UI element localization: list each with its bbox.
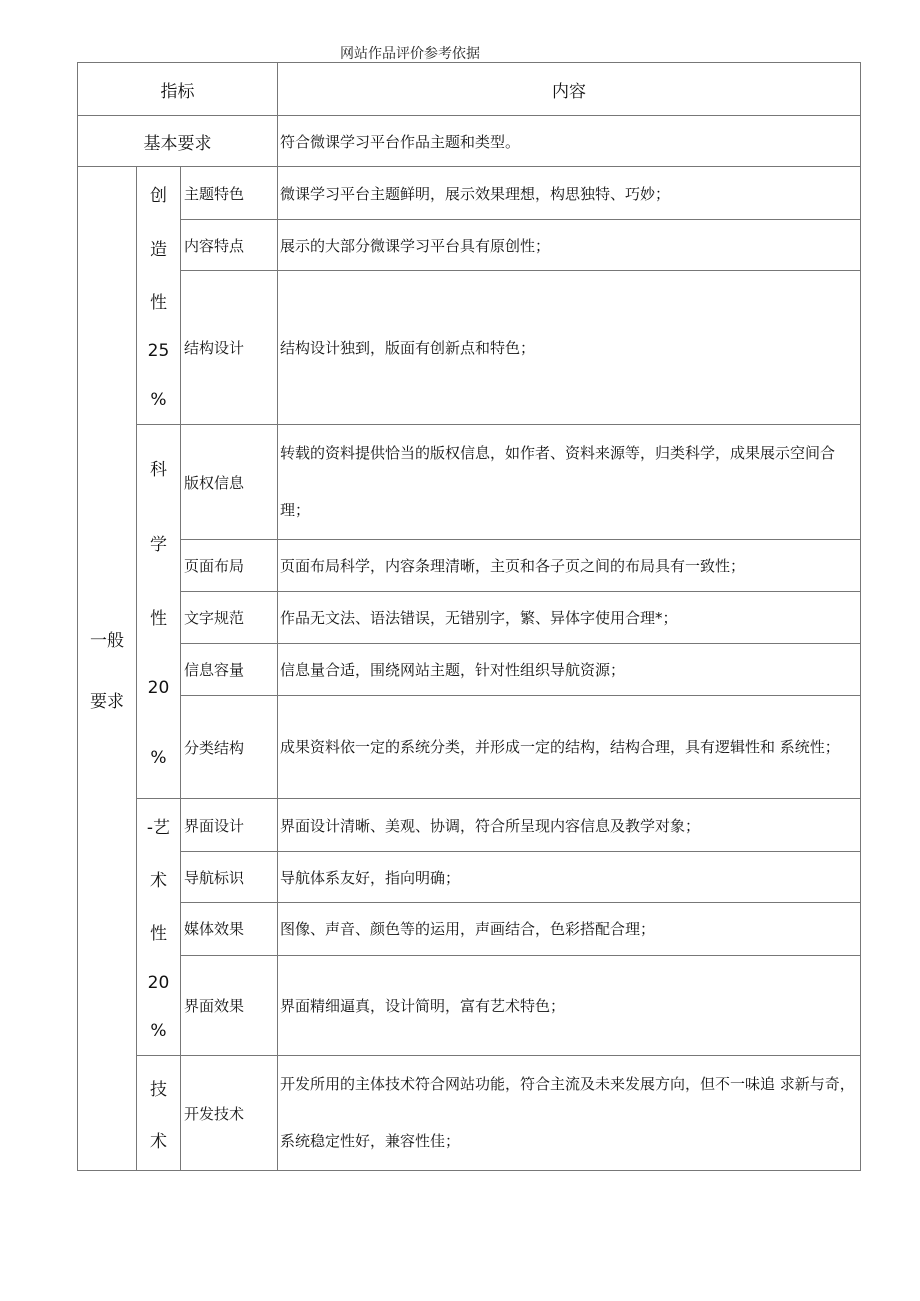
category-char: %: [150, 389, 167, 410]
item-name: 主题特色: [181, 167, 278, 220]
table-row: [78, 903, 861, 955]
general-label-line: 要求: [90, 691, 124, 712]
category-char: 20: [147, 678, 170, 699]
table-row: [78, 852, 861, 903]
item-name: 媒体效果: [181, 903, 278, 955]
category-char: 25: [147, 341, 170, 362]
category-char: 性: [150, 924, 167, 945]
table-row: [78, 425, 861, 540]
category-label: [137, 167, 181, 425]
item-content: 页面布局科学，内容条理清晰，主页和各子页之间的布局具有一致性；: [278, 540, 861, 592]
item-name: 文字规范: [181, 592, 278, 644]
table-row: [78, 644, 861, 696]
general-label-line: 一般: [90, 630, 124, 651]
category-char: 性: [150, 608, 167, 629]
table-row: [78, 955, 861, 1055]
item-content: 开发所用的主体技术符合网站功能，符合主流及未来发展方向，但不一味追 求新与奇，系统稳定性好，兼容性佳；: [278, 1056, 861, 1171]
header-row: [78, 63, 861, 116]
table-row: [78, 592, 861, 644]
document-title: 网站作品评价参考依据: [340, 46, 480, 62]
category-label: [137, 1056, 181, 1171]
item-content: 转载的资料提供恰当的版权信息，如作者、资料来源等，归类科学，成果展示空间合理；: [278, 425, 861, 540]
category-char: -艺: [146, 818, 171, 839]
table-row: [78, 799, 861, 852]
item-content: 信息量合适，围绕网站主题，针对性组织导航资源；: [278, 644, 861, 696]
category-char: 创: [150, 186, 167, 207]
category-char: %: [150, 1020, 167, 1041]
item-name: 结构设计: [181, 271, 278, 425]
category-char: 造: [150, 239, 167, 260]
item-content: 导航体系友好，指向明确；: [278, 852, 861, 903]
general-requirement-label: [78, 167, 137, 1171]
table-row: [78, 220, 861, 271]
basic-label: 基本要求: [78, 116, 278, 167]
item-name: 导航标识: [181, 852, 278, 903]
header-content: 内容: [278, 63, 861, 116]
category-char: %: [150, 747, 167, 768]
item-name: 版权信息: [181, 425, 278, 540]
item-name: 界面设计: [181, 799, 278, 852]
item-content: 微课学习平台主题鲜明，展示效果理想，构思独特、巧妙；: [278, 167, 861, 220]
item-content: 展示的大部分微课学习平台具有原创性；: [278, 220, 861, 271]
item-name: 界面效果: [181, 955, 278, 1055]
category-label: [137, 425, 181, 799]
category-char: 技: [150, 1079, 167, 1100]
item-content: 界面设计清晰、美观、协调，符合所呈现内容信息及教学对象；: [278, 799, 861, 852]
category-char: 术: [150, 871, 167, 892]
item-name: 信息容量: [181, 644, 278, 696]
header-index: 指标: [78, 63, 278, 116]
item-content: 作品无文法、语法错误，无错别字，繁、异体字使用合理*；: [278, 592, 861, 644]
category-char: 学: [150, 534, 167, 555]
item-name: 分类结构: [181, 696, 278, 799]
category-char: 性: [150, 292, 167, 313]
table-row: [78, 271, 861, 425]
table-row: [78, 167, 861, 220]
table-row: [78, 540, 861, 592]
item-name: 页面布局: [181, 540, 278, 592]
category-char: 术: [150, 1131, 167, 1152]
item-name: 内容特点: [181, 220, 278, 271]
item-content: 界面精细逼真，设计简明，富有艺术特色；: [278, 955, 861, 1055]
basic-row: [78, 116, 861, 167]
evaluation-table: [77, 62, 861, 1171]
item-name: 开发技术: [181, 1056, 278, 1171]
item-content: 图像、声音、颜色等的运用，声画结合，色彩搭配合理；: [278, 903, 861, 955]
item-content: 结构设计独到，版面有创新点和特色；: [278, 271, 861, 425]
item-content: 成果资料依一定的系统分类，并形成一定的结构，结构合理，具有逻辑性和 系统性；: [278, 696, 861, 799]
table-body: [78, 167, 861, 1171]
table-row: [78, 696, 861, 799]
basic-content: 符合微课学习平台作品主题和类型。: [278, 116, 861, 167]
category-label: [137, 799, 181, 1056]
category-char: 科: [150, 460, 167, 481]
category-char: 20: [147, 972, 170, 993]
table-row: [78, 1056, 861, 1171]
